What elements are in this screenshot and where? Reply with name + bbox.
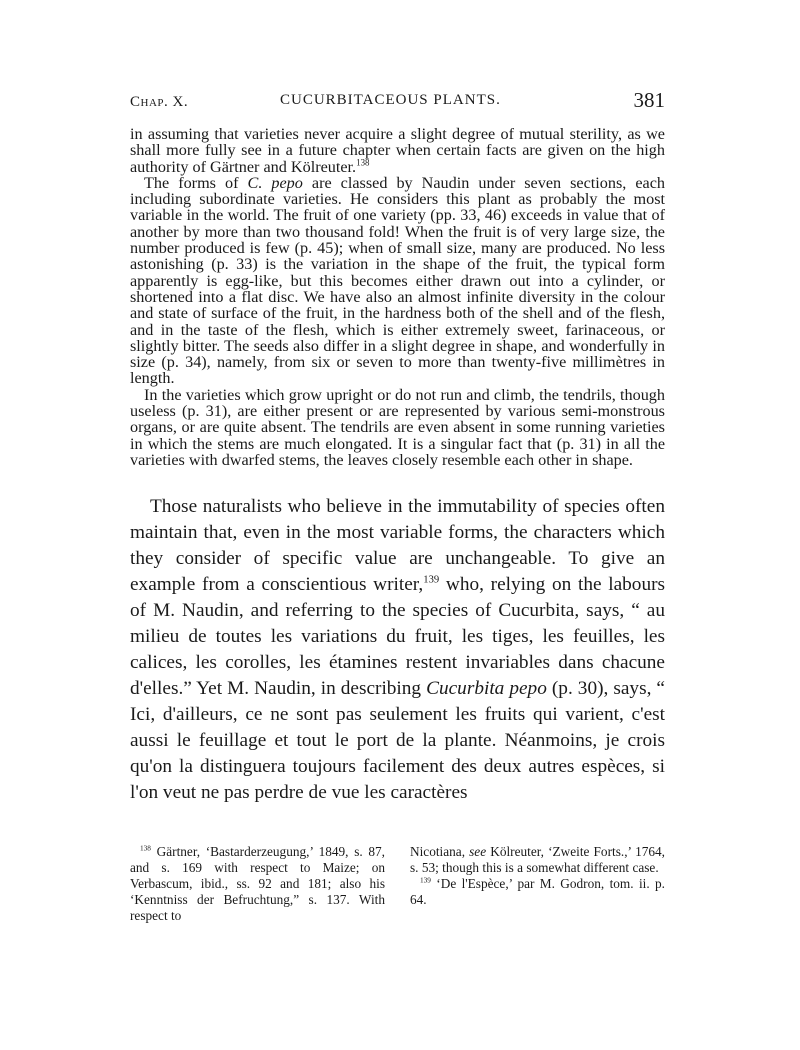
page-number: 381 <box>633 88 665 112</box>
paragraph-sterility <box>130 126 665 175</box>
paragraph-text: who, relying on the labours of M. Naudin, and referring to the species of Cucurbita, says, “ au milieu de toutes les variations du fruit, les tiges, les feuilles, les calices, les corolles, les étamines restent invariables dans chacune d'elles.” Yet M. Naudin, in describing <box>130 574 666 700</box>
footnote-138-continued <box>410 844 665 876</box>
footnote-138 <box>130 844 385 924</box>
footnote-column-left <box>130 844 385 924</box>
footnote-text: ‘De l'Espèce,’ par M. Godron, tom. ii. p. 64. <box>410 876 665 908</box>
small-print-section <box>130 126 665 468</box>
footnote-text: Nicotiana, <box>410 844 470 860</box>
running-head <box>130 88 665 116</box>
footnote-number: 139 <box>420 875 431 885</box>
running-title: CUCURBITACEOUS PLANTS. <box>280 92 501 108</box>
footnote-text: Gärtner, ‘Bastarderzeugung,’ 1849, s. 87, and s. 169 with respect to Maize; on Verbascum, ibid., ss. 92 and 181; also his ‘Kenntniss der Befruchtung,” s. 137. With respect to <box>130 844 385 924</box>
paragraph-text: are classed by Naudin under seven sections, each including subordinate varieties. He considers this plant as probably the most variable in the world. The fruit of one variety (pp. 33, 46) exceeds in value that of another by more than two thousand fold! When the fruit is of very large size, the number produced is few (p. 45); when of small size, many are produced. No less astonishing (p. 33) is the variation in the shape of the fruit, the typical form apparently is egg-like, but this becomes either drawn out into a cylinder, or shortened into a flat disc. We have also an almost infinite diversity in the colour and state of surface of the fruit, in the hardness both of the shell and of the flesh, and in the taste of the flesh, which is either extremely sweet, farinaceous, or slightly bitter. The seeds also differ in a slight degree in shape, and wonderfully in size (p. 34), namely, from six or seven to more than twenty-five millimètres in length. <box>130 173 666 388</box>
paragraph-immutability <box>130 494 665 806</box>
footnotes <box>130 844 665 924</box>
paragraph-tendrils: In the varieties which grow upright or do not run and climb, the tendrils, though useless (p. 31), are either present or are represented by various semi-monstrous organs, or are quite absent. The tendrils are even absent in some running varieties in which the stems are much elongated. It is a singular fact that (p. 31) in all the varieties with dwarfed stems, the leaves closely resemble each other in shape. <box>130 385 665 469</box>
species-name: C. pepo <box>247 173 303 192</box>
chapter-label: Chap. X. <box>130 94 189 110</box>
book-page <box>130 88 665 924</box>
main-text-section <box>130 494 665 806</box>
paragraph-text: The forms of <box>144 173 248 192</box>
paragraph-text: (p. 30), says, “ Ici, d'ailleurs, ce ne sont pas seulement les fruits qui varient, c'est aussi le feuillage et tout le port de la plante. Néanmoins, je crois qu'on la distinguera toujours facilement des deux autres espèces, si l'on veut ne pas perdre de vue les caractères <box>130 678 665 804</box>
paragraph-forms-of-pepo <box>130 175 665 387</box>
footnote-ref-139: 139 <box>423 574 440 586</box>
species-name: Cucurbita pepo <box>426 678 547 700</box>
footnote-number: 138 <box>140 843 151 853</box>
paragraph-text: Those naturalists who believe in the immutability of species often maintain that, even in the most variable forms, the characters which they consider of specific value are unchangeable. To give an example from a conscientious writer, <box>130 496 665 596</box>
footnote-italic: see <box>469 844 487 860</box>
footnote-139 <box>410 876 665 908</box>
footnote-column-right <box>410 844 665 924</box>
paragraph-text: in assuming that varieties never acquire a slight degree of mutual sterility, as we shall more fully see in a future chapter when certain facts are given on the high authority of Gärtner and Kölreuter. <box>130 125 665 176</box>
footnote-text: Kölreuter, ‘Zweite Forts.,’ 1764, s. 53; though this is a somewhat different case. <box>410 844 665 876</box>
footnote-ref-138: 138 <box>356 157 370 168</box>
